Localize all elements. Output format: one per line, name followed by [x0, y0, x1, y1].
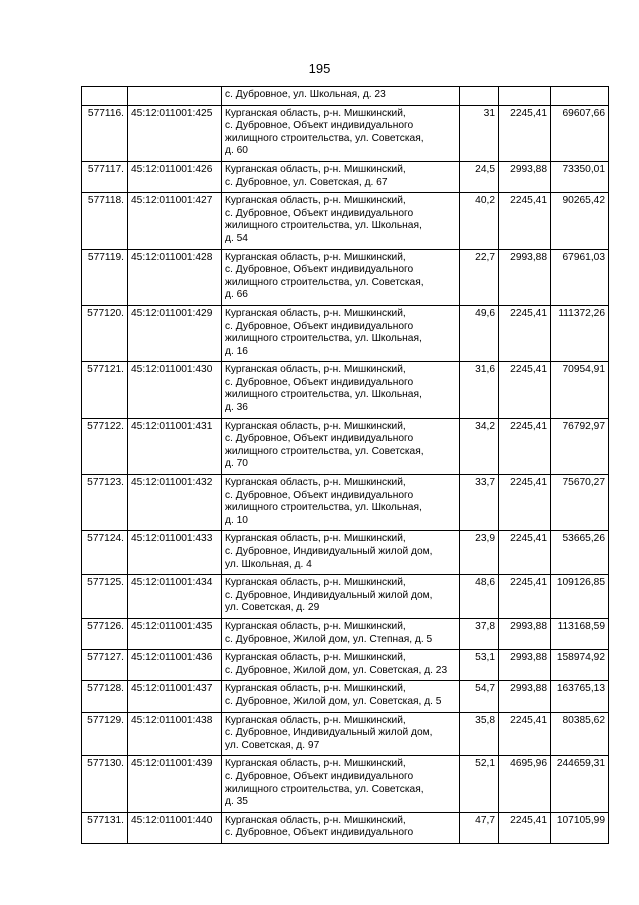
rate-cell: 2245,41 — [499, 531, 551, 575]
address-cell: Курганская область, р-н. Мишкинский, с. Дубровное, Жилой дом, ул. Советская, д. 5 — [222, 681, 460, 712]
area-cell: 31 — [460, 105, 499, 161]
row-number-cell: 577126. — [82, 618, 128, 649]
row-number-cell: 577123. — [82, 475, 128, 531]
cadastral-number-cell: 45:12:011001:429 — [128, 305, 222, 361]
cadastral-value-cell: 80385,62 — [551, 712, 609, 756]
address-cell: Курганская область, р-н. Мишкинский, с. Дубровное, Объект индивидуального жилищного строительства, ул. Школьная, д. 16 — [222, 305, 460, 361]
cadastral-value-cell: 69607,66 — [551, 105, 609, 161]
row-number-cell: 577119. — [82, 249, 128, 305]
row-number-cell: 577127. — [82, 650, 128, 681]
row-number-cell: 577120. — [82, 305, 128, 361]
area-cell: 23,9 — [460, 531, 499, 575]
cadastral-value-cell: 53665,26 — [551, 531, 609, 575]
row-number-cell: 577122. — [82, 418, 128, 474]
rate-cell: 2993,88 — [499, 650, 551, 681]
address-cell: Курганская область, р-н. Мишкинский, с. Дубровное, Индивидуальный жилой дом, ул. Советская, д. 29 — [222, 575, 460, 619]
table-row — [82, 105, 609, 161]
row-number-cell: 577129. — [82, 712, 128, 756]
area-cell: 53,1 — [460, 650, 499, 681]
row-number-cell: 577121. — [82, 362, 128, 418]
rate-cell: 4695,96 — [499, 756, 551, 812]
cadastral-number-cell: 45:12:011001:433 — [128, 531, 222, 575]
area-cell: 24,5 — [460, 161, 499, 192]
row-number-cell — [82, 87, 128, 106]
table-row — [82, 475, 609, 531]
address-cell: с. Дубровное, ул. Школьная, д. 23 — [222, 87, 460, 106]
area-cell: 40,2 — [460, 193, 499, 249]
table-row — [82, 575, 609, 619]
table-row — [82, 249, 609, 305]
address-cell: Курганская область, р-н. Мишкинский, с. Дубровное, Объект индивидуального жилищного строительства, ул. Школьная, д. 54 — [222, 193, 460, 249]
area-cell: 47,7 — [460, 812, 499, 843]
address-cell: Курганская область, р-н. Мишкинский, с. Дубровное, Жилой дом, ул. Советская, д. 23 — [222, 650, 460, 681]
cadastral-number-cell: 45:12:011001:438 — [128, 712, 222, 756]
row-number-cell: 577131. — [82, 812, 128, 843]
cadastral-number-cell — [128, 87, 222, 106]
rate-cell: 2993,88 — [499, 249, 551, 305]
address-cell: Курганская область, р-н. Мишкинский, с. Дубровное, ул. Советская, д. 67 — [222, 161, 460, 192]
address-cell: Курганская область, р-н. Мишкинский, с. Дубровное, Индивидуальный жилой дом, ул. Советская, д. 97 — [222, 712, 460, 756]
address-cell: Курганская область, р-н. Мишкинский, с. Дубровное, Жилой дом, ул. Степная, д. 5 — [222, 618, 460, 649]
table-row — [82, 618, 609, 649]
page-number: 195 — [308, 61, 331, 76]
area-cell: 48,6 — [460, 575, 499, 619]
cadastral-number-cell: 45:12:011001:426 — [128, 161, 222, 192]
cadastral-value-cell: 163765,13 — [551, 681, 609, 712]
address-cell: Курганская область, р-н. Мишкинский, с. Дубровное, Объект индивидуального жилищного строительства, ул. Школьная, д. 36 — [222, 362, 460, 418]
rate-cell: 2993,88 — [499, 618, 551, 649]
row-number-cell: 577130. — [82, 756, 128, 812]
cadastral-value-cell: 76792,97 — [551, 418, 609, 474]
rate-cell — [499, 87, 551, 106]
table-row — [82, 418, 609, 474]
address-cell: Курганская область, р-н. Мишкинский, с. Дубровное, Объект индивидуального жилищного строительства, ул. Советская, д. 70 — [222, 418, 460, 474]
area-cell: 31,6 — [460, 362, 499, 418]
address-cell: Курганская область, р-н. Мишкинский, с. Дубровное, Объект индивидуального жилищного строительства, ул. Советская, д. 60 — [222, 105, 460, 161]
rate-cell: 2245,41 — [499, 712, 551, 756]
cadastral-value-cell: 158974,92 — [551, 650, 609, 681]
rate-cell: 2993,88 — [499, 681, 551, 712]
table-row — [82, 161, 609, 192]
cadastral-number-cell: 45:12:011001:436 — [128, 650, 222, 681]
cadastral-number-cell: 45:12:011001:434 — [128, 575, 222, 619]
area-cell: 35,8 — [460, 712, 499, 756]
table-row — [82, 650, 609, 681]
table-row — [82, 756, 609, 812]
rate-cell: 2245,41 — [499, 575, 551, 619]
table-body — [82, 87, 609, 844]
table-row — [82, 681, 609, 712]
row-number-cell: 577117. — [82, 161, 128, 192]
area-cell: 33,7 — [460, 475, 499, 531]
cadastral-value-cell: 113168,59 — [551, 618, 609, 649]
row-number-cell: 577124. — [82, 531, 128, 575]
cadastral-number-cell: 45:12:011001:437 — [128, 681, 222, 712]
cadastral-number-cell: 45:12:011001:432 — [128, 475, 222, 531]
rate-cell: 2245,41 — [499, 418, 551, 474]
rate-cell: 2993,88 — [499, 161, 551, 192]
cadastral-number-cell: 45:12:011001:439 — [128, 756, 222, 812]
cadastral-value-cell — [551, 87, 609, 106]
address-cell: Курганская область, р-н. Мишкинский, с. Дубровное, Объект индивидуального жилищного строительства, ул. Советская, д. 35 — [222, 756, 460, 812]
rate-cell: 2245,41 — [499, 193, 551, 249]
cadastral-value-cell: 107105,99 — [551, 812, 609, 843]
row-number-cell: 577116. — [82, 105, 128, 161]
cadastral-value-cell: 109126,85 — [551, 575, 609, 619]
address-cell: Курганская область, р-н. Мишкинский, с. Дубровное, Объект индивидуального — [222, 812, 460, 843]
area-cell: 37,8 — [460, 618, 499, 649]
cadastral-value-cell: 73350,01 — [551, 161, 609, 192]
table-row — [82, 362, 609, 418]
cadastral-value-cell: 70954,91 — [551, 362, 609, 418]
cadastral-value-cell: 67961,03 — [551, 249, 609, 305]
cadastral-number-cell: 45:12:011001:427 — [128, 193, 222, 249]
area-cell: 52,1 — [460, 756, 499, 812]
address-cell: Курганская область, р-н. Мишкинский, с. Дубровное, Индивидуальный жилой дом, ул. Школьная, д. 4 — [222, 531, 460, 575]
area-cell — [460, 87, 499, 106]
table-row — [82, 193, 609, 249]
table-row — [82, 305, 609, 361]
area-cell: 54,7 — [460, 681, 499, 712]
cadastral-number-cell: 45:12:011001:430 — [128, 362, 222, 418]
area-cell: 22,7 — [460, 249, 499, 305]
cadastral-number-cell: 45:12:011001:435 — [128, 618, 222, 649]
cadastral-number-cell: 45:12:011001:428 — [128, 249, 222, 305]
area-cell: 49,6 — [460, 305, 499, 361]
rate-cell: 2245,41 — [499, 105, 551, 161]
area-cell: 34,2 — [460, 418, 499, 474]
row-number-cell: 577128. — [82, 681, 128, 712]
address-cell: Курганская область, р-н. Мишкинский, с. Дубровное, Объект индивидуального жилищного строительства, ул. Советская, д. 66 — [222, 249, 460, 305]
cadastral-number-cell: 45:12:011001:431 — [128, 418, 222, 474]
table-row — [82, 712, 609, 756]
rate-cell: 2245,41 — [499, 305, 551, 361]
rate-cell: 2245,41 — [499, 812, 551, 843]
cadastral-number-cell: 45:12:011001:425 — [128, 105, 222, 161]
rate-cell: 2245,41 — [499, 362, 551, 418]
address-cell: Курганская область, р-н. Мишкинский, с. Дубровное, Объект индивидуального жилищного строительства, ул. Школьная, д. 10 — [222, 475, 460, 531]
row-number-cell: 577125. — [82, 575, 128, 619]
table-row — [82, 87, 609, 106]
cadastral-value-cell: 75670,27 — [551, 475, 609, 531]
cadastral-number-cell: 45:12:011001:440 — [128, 812, 222, 843]
rate-cell: 2245,41 — [499, 475, 551, 531]
cadastral-value-cell: 90265,42 — [551, 193, 609, 249]
cadastral-registry-table — [81, 86, 609, 844]
table-row — [82, 812, 609, 843]
cadastral-value-cell: 244659,31 — [551, 756, 609, 812]
row-number-cell: 577118. — [82, 193, 128, 249]
table-row — [82, 531, 609, 575]
cadastral-value-cell: 111372,26 — [551, 305, 609, 361]
